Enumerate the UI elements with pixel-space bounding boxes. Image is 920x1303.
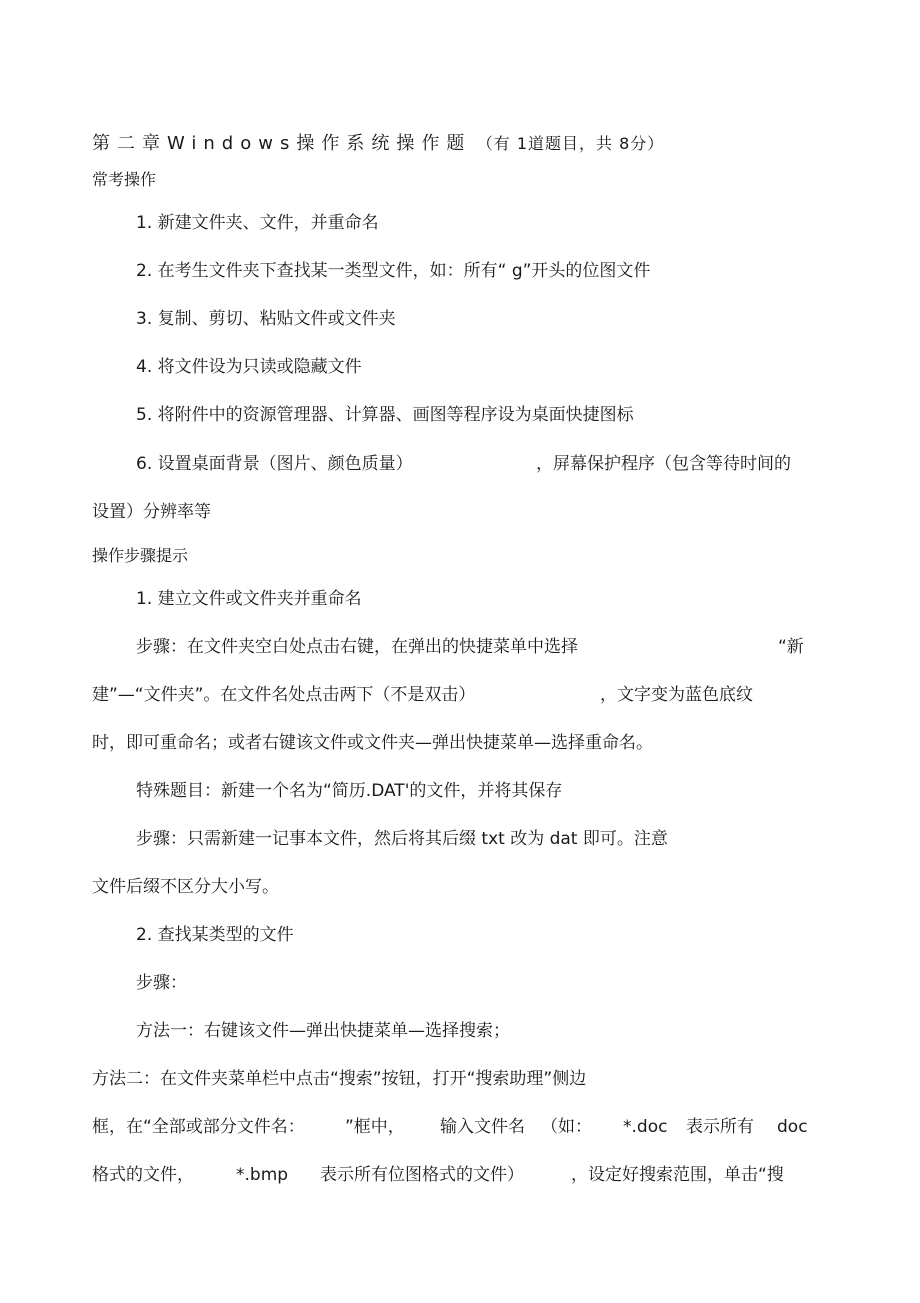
paragraph-seg: *.doc xyxy=(623,1117,668,1137)
method-one: 方法一：右键该文件—弹出快捷菜单—选择搜索； xyxy=(136,1021,510,1041)
section-heading-steps: 操作步骤提示 xyxy=(92,546,189,565)
paragraph-seg: 表示所有 xyxy=(686,1117,754,1137)
section-heading-common-ops: 常考操作 xyxy=(92,170,157,189)
paragraph-line: 文件后缀不区分大小写。 xyxy=(92,877,279,897)
paragraph-seg: *.bmp xyxy=(236,1165,289,1185)
list-item: 2. 在考生文件夹下查找某一类型文件，如：所有“ g”开头的位图文件 xyxy=(136,261,651,281)
steps-label: 步骤： xyxy=(136,973,187,993)
paragraph-line: 时，即可重命名；或者右键该文件或文件夹—弹出快捷菜单—选择重命名。 xyxy=(92,733,653,753)
paragraph-line-end: “新 xyxy=(778,637,804,657)
step2-heading: 2. 查找某类型的文件 xyxy=(136,925,294,945)
paragraph-seg: （如： xyxy=(541,1117,592,1137)
paragraph-seg: ”框中， xyxy=(345,1117,405,1137)
paragraph-line: 建”—“文件夹”。在文件名处点击两下（不是双击） xyxy=(92,685,476,705)
paragraph-line: 步骤：在文件夹空白处点击右键，在弹出的快捷菜单中选择 xyxy=(136,637,578,657)
paragraph-line: 步骤：只需新建一记事本文件，然后将其后缀 txt 改为 dat 即可。注意 xyxy=(136,829,668,849)
paragraph-seg: 输入文件名 xyxy=(440,1117,525,1137)
page-title xyxy=(92,134,664,154)
method-two: 方法二：在文件夹菜单栏中点击“搜索”按钮，打开“搜索助理”侧边 xyxy=(92,1069,587,1089)
step1-heading: 1. 建立文件或文件夹并重命名 xyxy=(136,589,362,609)
paragraph-line-end: ，文字变为蓝色底纹 xyxy=(600,685,753,705)
paragraph-seg: ，设定好搜索范围，单击“搜 xyxy=(571,1165,784,1185)
list-item: 1. 新建文件夹、文件，并重命名 xyxy=(136,213,379,233)
paragraph-seg: 框，在“全部或部分文件名： xyxy=(92,1117,305,1137)
title-main: 第二章Windows操作系统操作题 xyxy=(92,133,472,154)
paragraph-seg: 格式的文件， xyxy=(92,1165,194,1185)
paragraph-seg: 表示所有位图格式的文件） xyxy=(320,1165,524,1185)
list-item: 3. 复制、剪切、粘贴文件或文件夹 xyxy=(136,309,396,329)
special-note: 特殊题目：新建一个名为“简历.DAT'的文件，并将其保存 xyxy=(136,781,563,801)
list-item: 5. 将附件中的资源管理器、计算器、画图等程序设为桌面快捷图标 xyxy=(136,405,634,425)
list-item: 4. 将文件设为只读或隐藏文件 xyxy=(136,357,362,377)
paragraph-seg: doc xyxy=(777,1117,808,1137)
title-note: （有 1道题目，共 8分） xyxy=(476,134,665,153)
list-item-wrap: 设置）分辨率等 xyxy=(92,502,211,522)
list-item-cont: ，屏幕保护程序（包含等待时间的 xyxy=(536,454,791,474)
list-item: 6. 设置桌面背景（图片、颜色质量） xyxy=(136,454,413,474)
